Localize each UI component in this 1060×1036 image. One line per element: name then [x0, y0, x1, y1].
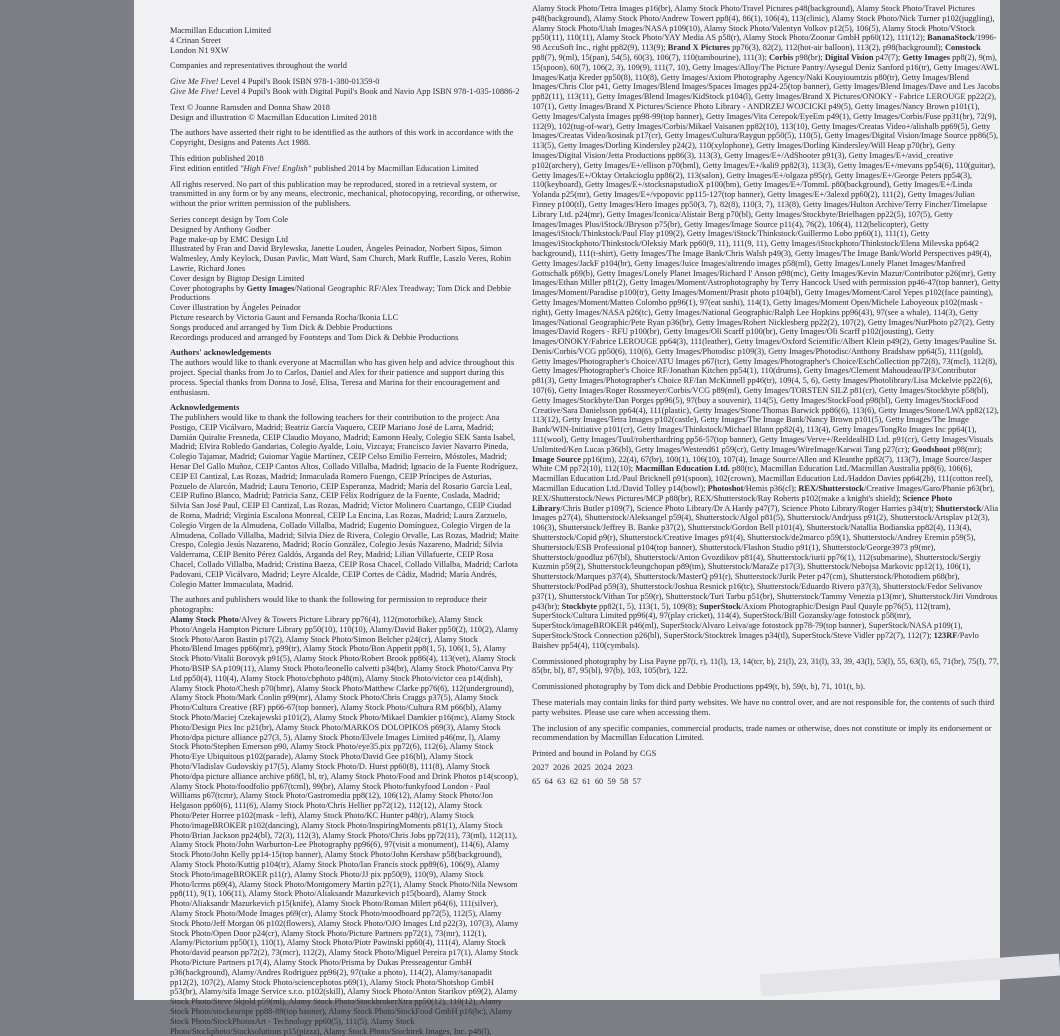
isbn-text: Level 4 Pupil's Book with Digital Pupil's Book and Navio App ISBN 978-1-035-10886-2	[218, 86, 520, 96]
credit-text: p98(br);	[793, 52, 825, 62]
cover-design: Cover design by Bigtop Design Limited	[170, 273, 305, 283]
credit-source: Photoshot	[707, 484, 744, 494]
picture-research: Picture research by Victoria Gaunt and Fernanda Rocha/Ikonia LLC	[170, 312, 399, 322]
impression-numbers: 65 64 63 62 61 60 59 58 57	[532, 776, 641, 786]
address-line-2: London N1 9XW	[170, 45, 229, 55]
teachers-ack: The publishers would like to thank the following teachers for their contribution to the project: Ana Postigo, CEIP Vicálvaro, Madrid; Beatriz García Vaquero, CEIP Mariano José de Larra, Madrid; Damián Quiralte Fresneda, CEIP Claudio Moyano, Madrid; Eamonn Healy, Colegio SEK Santa Isabel, Madrid; Elvira Robledo Gandarias, Colegio Ayalde, Loiu, Vizcaya; Francisco Javier Navarro Pineda, Colegio Tajamar, Madrid; Guiomar Yagüe Martínez, CEIP Celso Emilio Ferreiro, Móstoles, Madrid; Henar Del Gallo Muñoz, CEIP Cantos Altos, Collado Villalba, Madrid; Ignacio de la Fuente Rodríguez, CEIP El Cantizal, Las Rozas, Madrid; Inmaculada Romero Fuengo, CEIP Príncipes de Asturias, Pozuelo de Alarcón, Madrid; Laura Tenorio, CEIP Esperanza, Madrid; María del Rosario García Leal, CEIP Rufino Blanco, Madrid; Patricia Sanz, CEIP Félix Rodríguez de la Fuente, Coslada, Madrid; Silvia San José Paul, CEIP El Cantizal, Las Rozas, Madrid; Víctor Molinero Cuartango, CEIP Ciudad de Roma, Madrid; Virginia Escalona Monreal, CEIP La Encina, Las Rozas, Madrid; Laura Zarzuelo, Colegio Virgen de la Almudena, Collado Villalba, Madrid; Eugenio Domínguez, Colegio Virgen de la Almudena, Collado Villalba, Madrid; Silvia Díez de Rivera, Colegio Orvalle, Las Rozas, Madrid; Maite Crespo, Colegio Jesús Nazareno, Madrid; Rocío González, Colegio Jesús Nazareno, Madrid; Silvia Valderrama, CEIP Benito Pérez Galdós, Arganda del Rey, Madrid; Lilian Villafuerte, CEIP Rosa Chacel, Collado Villalba, Madrid; Cristina Baeza, CEIP Rosa Chacel, Collado Villalba, Madrid; Carlota Padovani, CEIP Vicálvaro, Madrid; Leyre Alcalde, CEIP Cortes de Cádiz, Madrid; María Andrés, Colegio Matter Immaculata, Madrid.	[170, 413, 519, 589]
credit-text: p98(mr);	[950, 444, 983, 454]
third-party-notice: These materials may contain links for third party websites. We have no control over, and are not responsible for, the contents of such third party websites. Please use care when accessing them.	[532, 697, 995, 717]
credit-text: /Chris Butler p109(7), Science Photo Library/Dr A Hardy p47(7), Science Photo Library/Roger Harries p34(tr);	[560, 503, 936, 513]
all-rights-reserved: All rights reserved. No part of this publication may be reproduced, stored in a retrieval system, or transmitted in any form or by any means, electronic, mechanical, photocopying, recording, or otherwise, without the prior written permission of the publishers.	[170, 179, 521, 209]
credit-source: Image Source	[532, 454, 581, 464]
designer: Designed by Anthony Godber	[170, 224, 271, 234]
first-edition-pre: First edition entitled	[170, 163, 241, 173]
authors-ack-text: The authors would like to thank everyone at Macmillan who has given help and advice throughout this project. Special thanks from Jo to Carlos, Daniel and Alex for their patience and support during this process. Special thanks from Donna to José, Elisa, Teresa and Marina for their encouragement and enthusiasm.	[170, 358, 515, 397]
cover-photographs	[170, 284, 520, 304]
commissioned-lisa: Commissioned photography by Lisa Payne pp7(i, r), 11(l), 13, 14(tcr, b), 21(l), 23, 31(l), 33, 39, 43(l), 53(l), 55, 63(l), 65, 71(br), 75(l), 77, 85(br, bl), 87, 95(bl), 97(b), 103, 105(br), 122.	[532, 656, 999, 676]
publisher-address	[170, 26, 520, 55]
printed-by: Printed and bound in Poland by CGS	[532, 749, 657, 759]
credit-text: pp8(2), 9(m), 15(spoon), 60(7), 106(2, 3), 109(9), 111(7, 10), Getty Images/Alloy/The Picture Pantry/Aysegul Deniz Sanford p16(tr), Getty Images/AWL Images/Katja Kreder pp50(8), 110(8), Getty Images/Axiom Photography Agency/Naki Kouyioumtzis p80(tr), Getty Images/Blend Images/Chris Clor p41, Getty Images/Blend Images/Spaces Images pp24-25(top banner), Getty Images/Blend Images/Dave and Les Jacobs pp82(11), 113(11), Getty Images/Blend Images/KidStock p104(l), Getty Images/Brand X Pictures/ONOKY - Fabrice LEROUGE pp22(2), 107(1), Getty Images/Brand X Pictures/Science Photo Library - ANDRZEJ WOJCICKI p49(5), Getty Images/Nancy Brown p101(1), Getty Images/Calysta Images pp98-99(top banner), Getty Images/Vita Cerepok/EyeEm p49(1), Getty Images/Corbis/Fuse pp31(br), 72(9), 112(9), 102(tug-of-war), Getty Images/Corbis/Mikael Vaisanen pp82(10), 113(10), Getty Images/Creatas Video+/alishalb pp69(5), Getty Images/Creatas Video/kosinak p17(cr), Getty Images/Cultura/Raygun pp50(5), 110(5), Getty Images/Digital Vision/Image Source pp86(5), 113(5), Getty Images/Dorling Kindersley p24(2), 110(xylophone), Getty Images/Dorling Kindersley/Will Heap p70(br), Getty Images/Digital Vision/Jetta Productions pp86(3), 113(3), Getty Images/E+/AdShooter p91(3), Getty Images/E+/avid_creative p102(archery), Getty Images/E+/ellison p70(bml), Getty Images/E+/kali9 pp82(3), 113(3), Getty Images/E+/mevans pp54(6), 110(guitar), Getty Images/E+/Oktay Ortakcioglu pp86(2), 113(salon), Getty Images/E+/olgaza p95(r), Getty Images/E+/George Peters pp54(3), 110(keyboard), Getty Images/E+/stocksnapstudioX p100(bm), Getty Images/E+/TommL p80(background), Getty Images/E+/Linda Yolanda p25(mr), Getty Images/E+/vpopovic pp115-127(top banner), Getty Images/E+/3alexd pp60(2), 111(2), Getty Images/Julian Finney p100(tl), Getty Images/Hero Images pp50(3, 7), 82(8), 110(3, 7), 113(8), Getty Images/Hulton Archive/Terry Fincher/Timelapse Library Ltd. p24(mr), Getty Images/Iconica/Alistair Berg p70(bl), Getty Images/Stockbyte/Brielhagen pp22(5), 107(5), Getty Images/Images Plus/iStock/JBryson p75(br), Getty Images/Image Source p11(4), 76(2), 106(4), 112(helicopter), Getty Images/iStock/Thinkstock/Paul Flay p109(2), Getty Images/iStock/Thinkstock/Guillermo Lobo pp60(1), 111(1), Getty Images/iStockphoto/Thinkstock/Oleksiy Mark pp60(9, 11), 111(9, 11), Getty Images/iStockphoto/Thinkstock/Elena Milevska pp64(2 background), 111(t-shirt), Getty Images/The Image Bank/Chris Walsh p49(3), Getty Images/The Image Bank/World Perspectives p49(4), Getty Images/JackF p104(br), Getty Images/Juice Images/altrendo images p58(ml), Getty Images/Lonely Planet Images/Manfred Gottschalk p69(b), Getty Images/Lonely Planet Images/Richard I' Anson p98(mc), Getty Images/Kevin Mazur/Contributor p26(mr), Getty Images/Ethan Miller p81(2), Getty Images/Moment/Astrophotography by Terry Hancock Used with permission pp46-47(top banner), Getty Images/Moment/Paradise p100(tr), Getty Images/Moment/Prasit photo p104(bl), Getty Images/Moment/Carol Yepes p102(face painting), Getty Images/Moment/Matteo Colombo pp96(1), 97(eat sushi), 114(1), Getty Images/Moment Open/Michele Laboyeoux p102(mask - right), Getty Images/NASA p26(tc), Getty Images/National Geographic/Ralph Lee Hopkins pp96(43), 97(see a whale), 114(3), Getty Images/National Geographic/Pete Ryan p36(br), Getty Images/Robert Nicklesberg pp22(2), 107(2), Getty Images/NurPhoto p27(2), Getty Images/David Rogers - RFU p100(br), Getty Images/Oli Scarff p100(br), Getty Images/Oli Scarff p102(jousting), Getty Images/ONOKY/Fabrice LEROUGE pp64(3), 111(leather), Getty Images/Oxford Scientific/Albert Klein p49(2), Getty Images/Pauline St. Denis/Corbis/VCG pp50(6), 110(6), Getty Images/Photodisc p109(3), Getty Images/Photodisc/Anthony Bradshaw pp64(5), 111(gold), Getty Images/Photographer's Choice/ATU Images p67(tcr), Getty Images/Photographer's Choice/EschCollection pp72(8), 73(mcl), 112(8), Getty Images/Photographer's Choice RF/Jonathan Kitchen pp54(1), 110(drums), Getty Images/Clement Mahoudeau/IP3/Contributor p81(3), Getty Images/Photographer's Choice RF/Ian McKinnell pp46(tr), 109(4, 5, 6), Getty Images/Photolibrary/Lisa Mckelvie pp22(6), 107(6), Getty Images/Roger Rossmeyer/Corbis/VCG p89(ml), Getty Images/TORSTEN SILZ p81(cr), Getty Images/Stockbyte p58(bl), Getty Images/Stockbyte/Dan Porges pp96(5), 97(buy a souvenir), 114(5), Getty Images/StockFood p98(bl), Getty Images/StockFood Creative/Sara Danielsson pp64(4), 111(plastic), Getty Images/Stone/Thomas Barwick pp86(6), 113(6), Getty Images/Stone/LWA pp82(12), 113(12), Getty Images/Tetra Images p102(castle), Getty Images/The Image Bank/Nancy Brown p101(5), Getty Images/The Image Bank/WIN-Initiative p101(cr), Getty Images/Thinkstock/Michael Blann pp82(4), 113(4), Getty Images/TongRo Images Inc pp64(1), 111(wool), Getty Images/Tuul/roberthardring pp56-57(top banner), Getty Images/Verve+/ReeldealHD Ltd. p91(cr), Getty Images/Visuals Unlimited/Ken Lucas p36(bl), Getty Images/Westend61 p59(cr), Getty Images/WireImage/Karwai Tang p27(cr);	[532, 52, 1000, 454]
credit-source: Alamy Stock Photo	[170, 615, 239, 625]
address-line-1: 4 Crinan Street	[170, 35, 221, 45]
credit-text: p80(tc), Macmillan Education Ltd./Macmillan Australia pp8(6), 106(6), Macmillan Education Ltd./Paul Bricknell p91(spoon), 102(crown), Macmillan Education Ltd./Haddon Davies pp64(2b), 111(cotton reel), Macmillan Education Ltd./David Tolley p14(bowl);	[532, 464, 993, 494]
moral-rights: The authors have asserted their right to be identified as the authors of this work in accordance with the Copyright, Designs and Patents Act 1988.	[170, 128, 514, 148]
credit-text: p47(7);	[873, 52, 903, 62]
photo-credits-left	[170, 615, 520, 1036]
credit-text: /Axiom Photographic/Design Paul Quayle pp76(5), 112(tram), SuperStock/Cultura Limited pp96(4), 97(play cricket), 114(4), SuperStock/Bill Gozansky/age fotostock p58(mr), SuperStock/imageBROKER p46(ml), SuperStock/Alvaro Leiva/age fotostock pp78-79(top banner), SuperStock/NASA p109(1), SuperStock/Stock Connection p26(bl), SuperStock/Stocktrek Images p34(tl), SuperStock/Steve Vidler pp72(7), 112(7);	[532, 601, 963, 640]
cover-photo-source: Getty Images	[246, 283, 295, 293]
credit-source: Brand X Pictures	[667, 43, 730, 53]
credit-text: pp76(3), 82(2), 112(hot-air balloon), 113(2), p98(background);	[729, 43, 945, 53]
authors-acknowledgements	[170, 348, 520, 397]
book-title: Give Me Five!	[170, 77, 219, 87]
isbn-line-2	[170, 87, 520, 97]
cover-photo-post: /National Geographic RF/Alex Treadway; Tom Dick and Debbie Productions	[170, 283, 511, 303]
print-years: 2027 2026 2025 2024 2023	[532, 762, 633, 772]
commissioned-tom: Commissioned photography by Tom dick and Debbie Productions pp49(t, b), 59(t, b), 71, 101(t, b).	[532, 682, 866, 692]
text-copyright: Text © Joanne Ramsden and Donna Shaw 2018	[170, 102, 330, 112]
credit-source: Stockbyte	[561, 601, 597, 611]
isbn-line-1	[170, 77, 520, 87]
credit-text: /Alia Images p27(4), Shutterstock/Aleksangel p59(4), Shutterstock/Algol p81(5), Shutterstock/Andrjuss p91(2), Shutterstock/Artsplav p12(3), 106(3), Shutterstock/Jeffrey B. Banke p37(2), Shutterstock/Gordon Bell p101(4), Shutterstock/Natallia Bodianska pp82(4), 113(4), Shutterstock/Copid p9(r), Shutterstock/Creative Images p91(4), Shutterstock/de2marco p59(1), Shutterstock/Andrey Eremin p59(5), Shutterstock/ESB Professional p104(top banner), Shutterstock/Flashon Studio p91(1), Shutterstock/George3973 p9(mr), Shutterstock/goodluz p67(bl), Shutterstock/Anton Gvozdikov p81(4), Shutterstock/iurii pp76(1), 112(submarine), Shutterstock/Sergiy Kuzmin p59(2), Shutterstock/leungchopan p89(tm), Shutterstock/MaraZe p17(3), Shutterstock/Nebojsa Markovic pp12(1), 106(1), Shutterstock/Marques p37(4), Shutterstock/MasterQ p91(r), Shutterstock/Jurik Peter p47(cm), Shutterstock/Photodiem p68(br), Shutterstock/PodPad p59(3), Shutterstock/Joshua Resnick p16(tc), Shutterstock/Eduardo Rivero p37(3), Shutterstock/Fedor Selivanov p37(1), Shutterstock/Vithan Tor p59(r), Shutterstock/Turi Tarbu p51(br), Shutterstock/Tammy Venezia p13(mr), Shutterstock/Jiri Vondrous p43(br);	[532, 503, 999, 611]
first-edition-line	[170, 164, 520, 174]
first-edition-post: published 2014 by Macmillan Education Limited	[311, 163, 479, 173]
right-column	[532, 4, 1000, 964]
credit-source: 123RF	[933, 631, 958, 640]
credit-text: pp82(1, 5), 113(1, 5), 109(8);	[596, 601, 700, 611]
left-column	[170, 26, 521, 1036]
credit-source: REX/Shutterstock	[798, 484, 864, 494]
credit-source: Science Photo Library	[532, 493, 953, 513]
isbn-text: Level 4 Pupil's Book ISBN 978-1-380-01359-0	[218, 77, 380, 87]
permission-intro: The authors and publishers would like to thank the following for permission to reproduce their photographs:	[170, 595, 487, 615]
permission-block	[170, 595, 520, 1036]
photo-credits-right	[532, 4, 1000, 651]
credit-source: Shutterstock	[935, 503, 982, 513]
cover-illustration: Cover illustration by Ángeles Peinador	[170, 303, 301, 313]
page-makeup: Page make-up by EMC Design Ltd	[170, 234, 288, 244]
credit-text: pp8(7), 9(ml), 15(pan), 54(5), 60(3), 106(7), 110(tambourine), 111(3);	[532, 52, 769, 62]
authors-ack-heading: Authors' acknowledgements	[170, 348, 272, 358]
acknowledgements	[170, 403, 520, 589]
credit-source: BananaStock	[927, 33, 975, 43]
credit-source: Digital Vision	[824, 52, 874, 62]
credit-text: /Pavlo Baishev pp54(4), 110(cymbals).	[532, 631, 979, 650]
book-title: Give Me Five!	[170, 86, 219, 96]
credit-text: /Hemis p36(cl);	[743, 484, 799, 494]
series-concept: Series concept design by Tom Cole	[170, 214, 289, 224]
endorsement-notice: The inclusion of any specific companies, commercial products, trade names or otherwise, does not constitute or imply its endorsement or recommendation by Macmillan Education Limited.	[532, 723, 992, 743]
credit-source: Comstock	[944, 43, 981, 53]
imprint-page	[134, 0, 1000, 1036]
credit-text: /Creative Images/Garo/Phanie p63(br), REX/Shutterstock/News Pictures/MCP p88(br), REX/Shutterstock/Ray Roberts p102(make a knight's shield);	[532, 484, 995, 503]
edition-line: This edition published 2018	[170, 153, 264, 163]
copyright-block	[170, 103, 520, 123]
edition-block	[170, 154, 520, 174]
companies-line: Companies and representatives throughout the world	[170, 61, 347, 71]
cover-photo-pre: Cover photographs by	[170, 283, 247, 293]
ack-heading: Acknowledgements	[170, 403, 240, 413]
recordings-credit: Recordings produced and arranged by Footsteps and Tom Dick & Debbie Productions	[170, 332, 459, 342]
credit-source: Goodshoot	[911, 444, 951, 454]
credit-source: Macmillan Education Ltd.	[635, 464, 730, 474]
credit-source: Corbis	[769, 52, 794, 62]
illustrators: Illustrated by Fran and David Brylewska, Janette Louden, Ángeles Peinador, Norbert Sipos, Simon Walmesley, Andy Keylock, Dusan Pavlic, Matt Ward, Sam Church, Mark Ruffle, Laszlo Veres, Robin Lawrie, Richard Jones	[170, 244, 511, 273]
print-info	[532, 749, 1000, 786]
credit-source: Getty Images	[902, 52, 951, 62]
publisher-name: Macmillan Education Limited	[170, 26, 271, 35]
songs-credit: Songs produced and arranged by Tom Dick & Debbie Productions	[170, 322, 393, 332]
credit-text: pp16(tm), 22(4), 67(br), 100(1), 106(10), 107(4), Image Source/Allen and Kleanthe pp82(7), 113(7), Image Source/Jasper White CM pp72(10), 112(10);	[532, 454, 992, 474]
credits-block	[170, 215, 520, 342]
isbn-block	[170, 77, 520, 97]
first-edition-title: "High Five! English"	[240, 163, 312, 173]
credit-source: SuperStock	[699, 601, 741, 611]
design-copyright: Design and illustration © Macmillan Education Limited 2018	[170, 112, 377, 122]
credit-text: Alamy Stock Photo/Tetra Images p16(br), Alamy Stock Photo/Travel Pictures p48(background), Alamy Stock Photo/Travel Pictures p48(background), Alamy Stock Photo/Andrew Towert pp8(4), 86(1), 106(4), 113(clinic), Alamy Stock Photo/Nick Turner p102(juggling), Alamy Stock Photo/Utah Images/NASA p109(10), Alamy Stock Photo/Valentyn Volkov p12(5), 106(5), Alamy Stock Photo/VStock pp50(11), 110(11), Alamy Stock Photo/YAY Media AS p58(r), Alamy Stock Photo/Zoonar GmbH pp60(12), 111(12);	[532, 4, 995, 43]
credit-text: /Alvey & Towers Picture Library pp76(4), 112(motorbike), Alamy Stock Photo/Angela Hampton Picture Library pp50(10), 110(10), Alamy/David Baker pp50(2), 110(2), Alamy Stock Photo/Aaron Bastin p17(2), Alamy Stock Photo/Simon Belcher p24(cr), Alamy Stock Photo/Blend Images pp66(mr), p99(tr), Alamy Stock Photo/Bon Appetit pp8(1, 5), 106(1, 5), Alamy Stock Photo/Vitalii Borovyk p91(5), Alamy Stock Photo/Robert Brook pp86(4), 113(vet), Alamy Stock Photo/BSIP SA p109(11), Alamy Stock Photo/leonello calvetti p34(br), Alamy Stock Photo/Canva Pty Ltd pp50(4), 110(4), Alamy Stock Photo/cbphoto p48(m), Alamy Stock Photo/victor cea p14(dish), Alamy Stock Photo/Chesh p70(bmr), Alamy Stock Photo/Matthew Clarke pp76(6), 112(underground), Alamy Stock Photo/Mark Conlin p99(mr), Alamy Stock Photo/Chris Craggs p37(5), Alamy Stock Photo/Cultura Creative (RF) pp66-67(top banner), Alamy Stock Photo/Cultura RM p66(bl), Alamy Stock Photo/Maciej Czekajewski p101(2), Alamy Stock Photo/Mikael Damkier p16(mc), Alamy Stock Photo/Design Pics Inc p21(br), Alamy Stock Photo/MARKOS DOLOPIKOS p69(3), Alamy Stock Photo/dpa picture alliance p27(3, 5), Alamy Stock Photo/Elvele Images Limited p46(mr, l), Alamy Stock Photo/Stephen Emerson p90, Alamy Stock Photo/eye35.pix pp72(6), 112(6), Alamy Stock Photo/Eye Ubiquitous p102(parade), Alamy Stock Photo/David Gee p16(bl), Alamy Stock Photo/Vladislav Gudovskiy p17(5), Alamy Stock Photo/D. Hurst pp60(8), 111(8), Alamy Stock Photo/dpa picture alliance archive p68(l, bl, tr), Alamy Stock Photo/Food and Drink Photos p14(scoop), Alamy Stock Photo/foodfolio pp67(tcml), 99(br), Alamy Stock Photo/funkyfood London - Paul Williams p67(tcmr), Alamy Stock Photo/Gastromedia pp8(12), 106(12), Alamy Stock Photo/Jon Helgason pp60(6), 111(6), Alamy Stock Photo/Chris Hellier pp72(12), 112(12), Alamy Stock Photo/Peter Horree p102(mask - left), Alamy Stock Photo/KC Hunter p48(r), Alamy Stock Photo/imageBROKER p102(dancing), Alamy Stock Photo/InspiringMoments p81(1), Alamy Stock Photo/Brian Jackson pp24(bl), 72(3), 112(3), Alamy Stock Photo/Chris Jobs pp72(11), 73(ml), 112(11), Alamy Stock Photo/John Warburton-Lee Photography pp96(6), 97(visit a monument), 114(6), Alamy Stock Photo/John Kelly pp14-15(top banner), Alamy Stock Photo/John Kershaw p58(background), Alamy Stock Photo/Kuttig p104(tr), Alamy Stock Photo/Ian Francis stock pp89(6), 106(9), Alamy Stock Photo/imageBROKER p11(r), Alamy Stock Photo/JJ pix pp50(9), 110(9), Alamy Stock Photo/lcrms p69(4), Alamy Stock Photo/Montgomery Martin p27(1), Alamy Stock Photo/Nila Newsom pp8(11), 9(1), 106(11), Alamy Stock Photo/Aliaksandr Mazurkevich p15(board), Alamy Stock Photo/Aliaksandr Mazurkevich p15(knife), Alamy Stock Photo/Roman Milert p64(6), 111(silver), Alamy Stock Photo/Mode Images p69(cr), Alamy Stock Photo/moodboard pp72(5), 112(5), Alamy Stock Photo/Jeff Morgan 06 p102(flowers), Alamy Stock Photo/OJO Images Ltd p22(3), 107(3), Alamy Stock Photo/Open Door p24(cr), Alamy Stock Photo/Picture Partners pp72(1), 73(mr), 112(1), Alamy/Pictorium pp50(1), 110(1), Alamy Stock Photo/Piotr Pawinski pp60(4), 111(4), Alamy Stock Photo/david pearson pp72(2), 73(mcr), 112(2), Alamy Stock Photo/Miguel Pereira p17(1), Alamy Stock Photo/Picture Partners p17(4), Alamy Stock Photo/Prisma by Dukas Presseagentur GmbH p36(background), Alamy/Andres Rodriguez pp96(2), 97(take a photo), 114(2), Alamy/sanapadit pp12(2), 107(2), Alamy Stock Photo/sciencephotos p69(1), Alamy Stock Photo/Shotshop GmbH p53(br), Alamy/sifa Image Service s.r.o. p102(skill), Alamy Stock Photo/Anton Starikov p69(2), Alamy Stock Photo/Steve Skjold p59(ml), Alamy Stock Photo/StockbrokerXtra pp50(12), 110(12), Alamy Stock Photo/stockeurope pp88-89(top banner), Alamy Stock Photo/StockFood GmbH p16(bc), Alamy Stock Photo/StockPhotosArt - Technology pp60(5), 111(5), Alamy Stock Photo/Stockphoto/Stocksolutions p15(pizza), Alamy Stock Photo/Stocktrek Images, Inc. p48(l),	[170, 615, 519, 1036]
credit-text: /1996-98 AccuSoft Inc., right pp82(9), 113(9);	[532, 33, 997, 53]
